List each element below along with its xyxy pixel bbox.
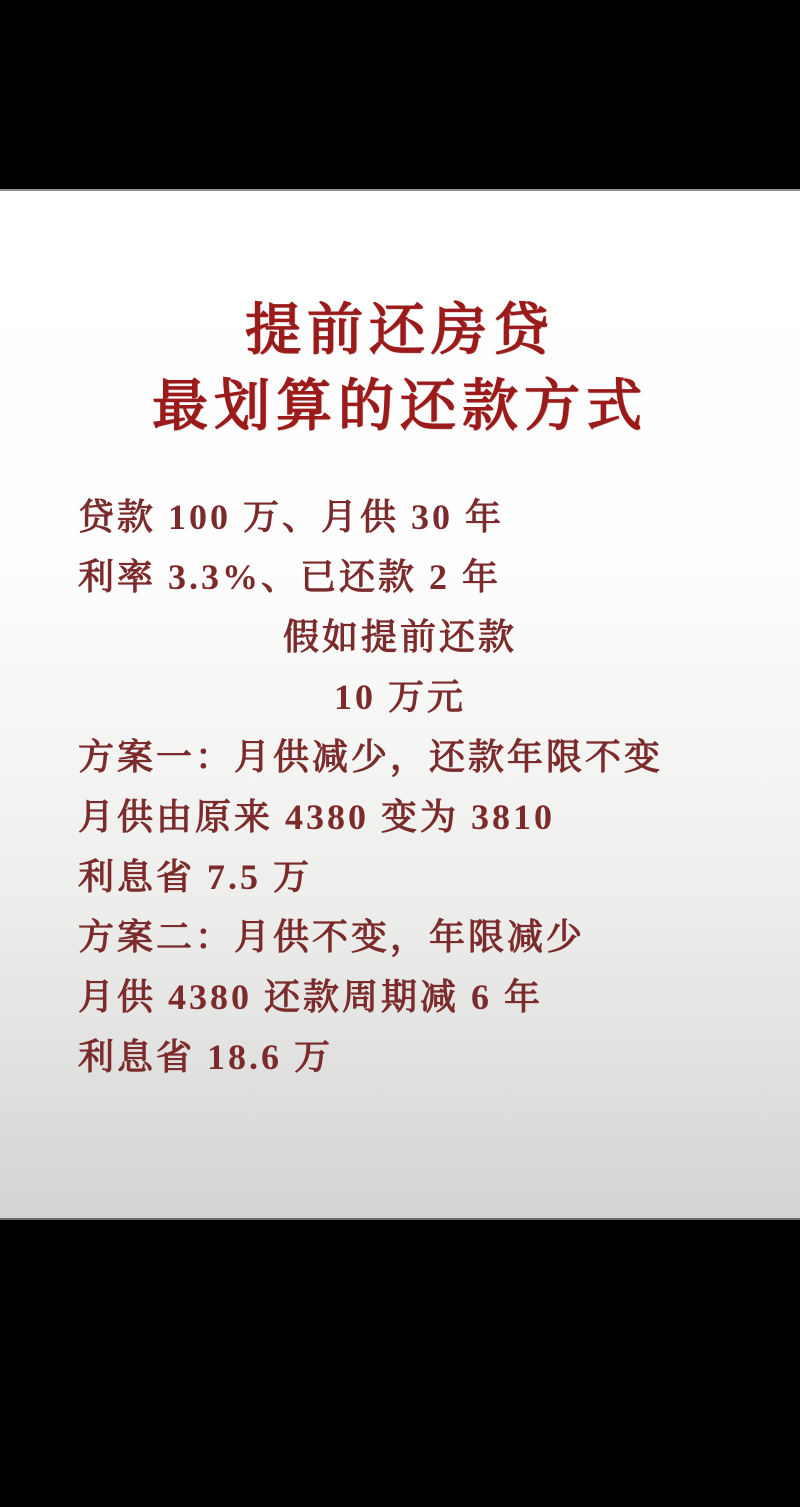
plan1-interest-saved-line: 利息省 7.5 万 (78, 857, 313, 897)
plan1-payment-change-line: 月供由原来 4380 变为 3810 (78, 797, 556, 837)
slide-body (0, 487, 800, 1087)
prepay-amount-line: 10 万元 (333, 677, 466, 717)
plan2-interest-saved-line: 利息省 18.6 万 (78, 1037, 334, 1077)
slide-title (0, 293, 800, 445)
bottom-letterbox-bar (0, 1218, 800, 1507)
rate-paid-years-line: 利率 3.3%、已还款 2 年 (78, 557, 502, 597)
title-line-1: 提前还房贷 (245, 300, 555, 362)
top-letterbox-bar (0, 0, 800, 191)
plan1-heading-line: 方案一：月供减少，还款年限不变 (78, 737, 664, 777)
slide-background (0, 191, 800, 1218)
title-line-2: 最划算的还款方式 (152, 376, 648, 438)
plan2-term-change-line: 月供 4380 还款周期减 6 年 (78, 977, 544, 1017)
plan2-heading-line: 方案二：月供不变，年限减少 (78, 917, 586, 957)
prepay-intro-line: 假如提前还款 (282, 617, 517, 657)
loan-amount-term-line: 贷款 100 万、月供 30 年 (78, 497, 505, 537)
